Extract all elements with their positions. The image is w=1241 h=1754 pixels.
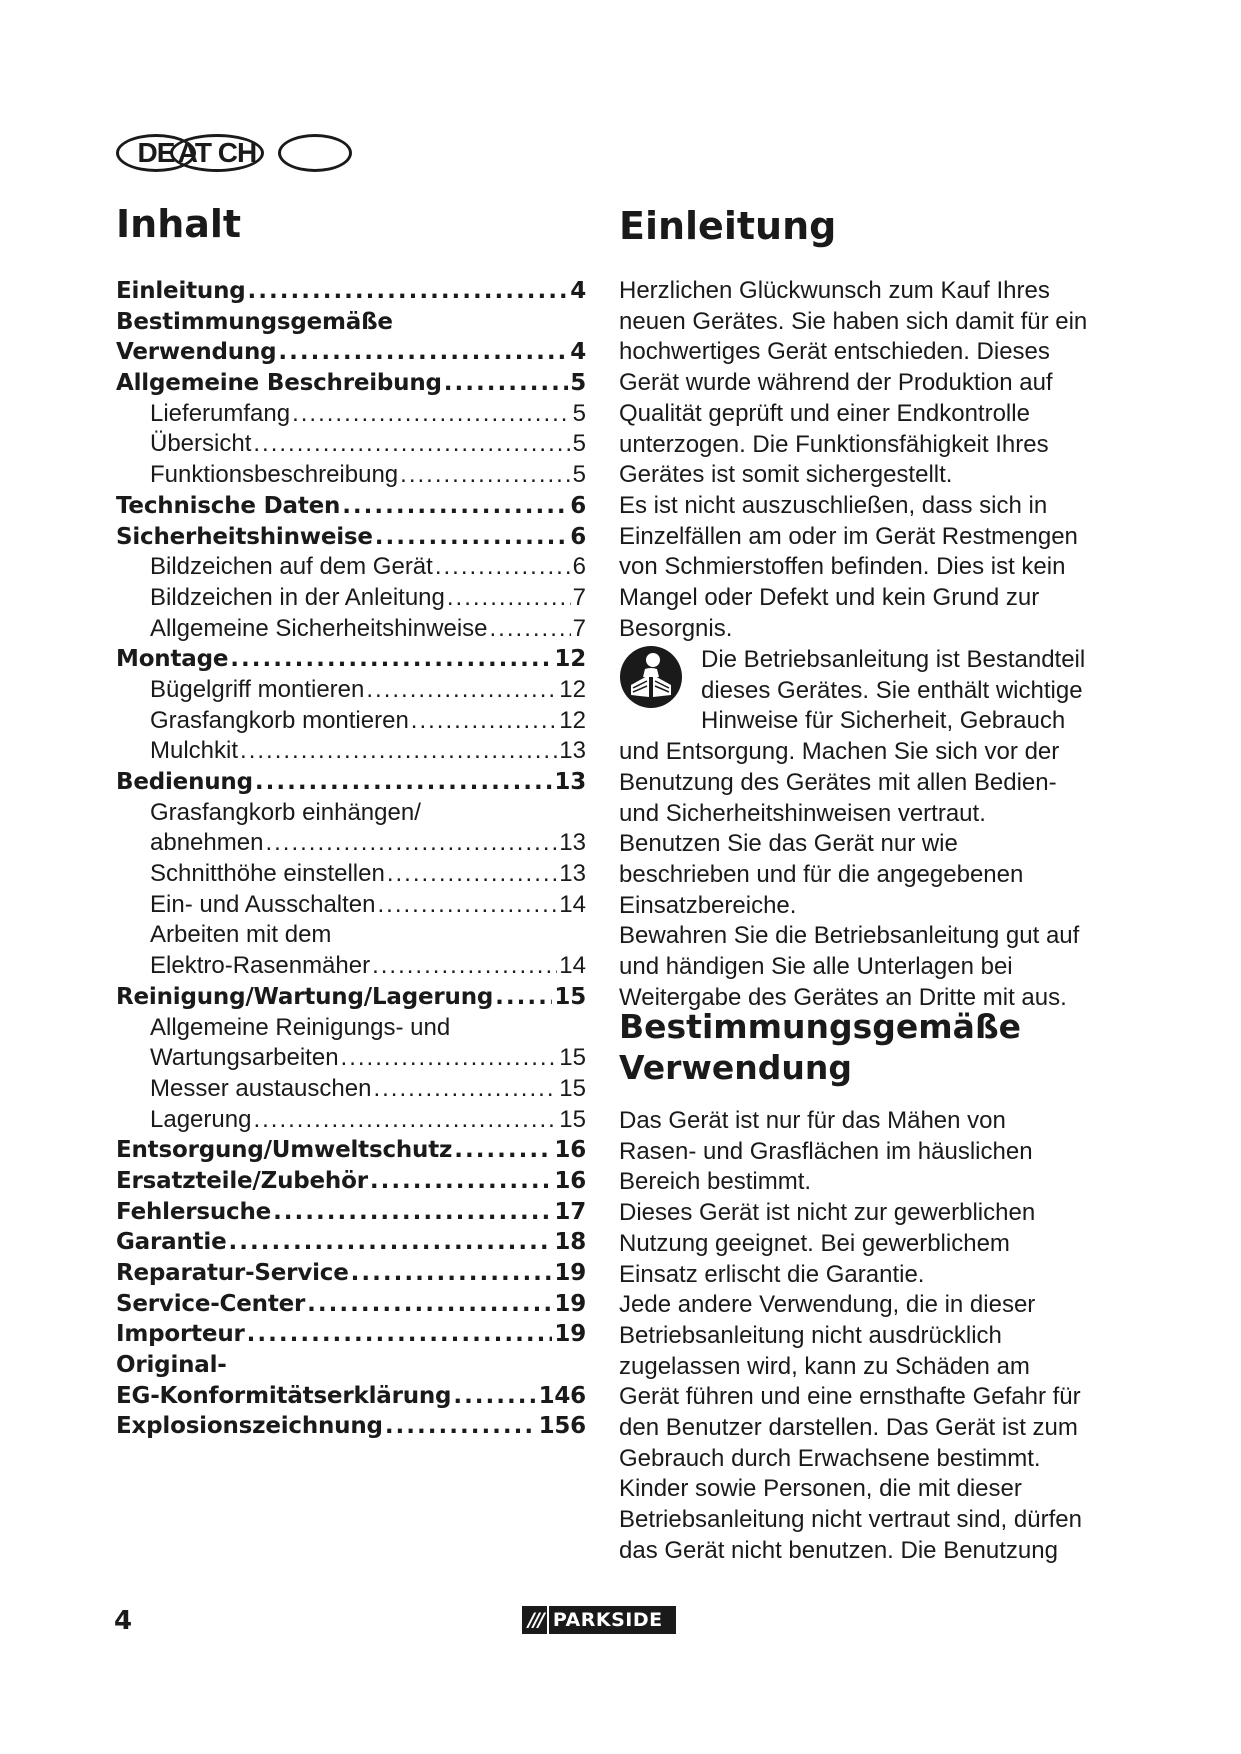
read-manual-icon xyxy=(619,645,683,709)
toc-entry xyxy=(116,798,586,829)
toc-entry xyxy=(116,337,586,368)
toc-entry-label: Grasfangkorb montieren xyxy=(150,706,409,734)
toc-entry xyxy=(116,828,586,859)
toc-entry xyxy=(116,951,586,982)
toc-leader-dots xyxy=(278,337,568,368)
toc-entry-page: 17 xyxy=(554,1198,586,1225)
toc-entry-page: 5 xyxy=(572,461,586,489)
toc-entry xyxy=(116,429,586,460)
toc-entry xyxy=(116,1013,586,1044)
toc-entry xyxy=(116,982,586,1013)
toc-leader-dots xyxy=(444,368,568,399)
toc-entry xyxy=(116,1166,586,1197)
toc-entry-page: 16 xyxy=(554,1137,586,1164)
toc-entry xyxy=(116,399,586,430)
toc-leader-dots xyxy=(435,552,571,583)
country-badge-de: DE xyxy=(116,134,196,172)
toc-entry xyxy=(116,522,586,553)
toc-entry-page: 5 xyxy=(572,399,586,427)
toc-entry-label: Service-Center xyxy=(116,1290,306,1317)
toc-entry-page: 12 xyxy=(559,675,586,703)
logo-brand: PARKSIDE xyxy=(547,1606,663,1634)
toc-entry xyxy=(116,276,586,307)
toc-entry-label: Ersatzteile/Zubehör xyxy=(116,1167,368,1194)
toc-entry-label: Mulchkit xyxy=(150,737,239,765)
toc-entry-label: Ein- und Ausschalten xyxy=(150,890,376,918)
toc-entry-label: Fehlersuche xyxy=(116,1198,272,1225)
toc-entry-page: 7 xyxy=(572,614,586,642)
toc-entry xyxy=(116,1105,586,1136)
toc-entry-label: Explosionszeichnung xyxy=(116,1413,383,1440)
toc-leader-dots xyxy=(230,644,552,675)
toc-entry-label: Reinigung/Wartung/Lagerung xyxy=(116,983,494,1010)
toc-entry xyxy=(116,736,586,767)
toc-entry-label: Garantie xyxy=(116,1229,227,1256)
toc-entry xyxy=(116,307,586,338)
toc-entry-label: Technische Daten xyxy=(116,492,341,519)
toc-entry xyxy=(116,552,586,583)
toc-entry xyxy=(116,1227,586,1258)
toc-entry-label: Elektro-Rasenmäher xyxy=(150,952,371,980)
paragraph: Jede andere Verwendung, die in dieser Betriebsanleitung nicht ausdrücklich zugelassen wird, kann zu Schäden am Gerät führen und eine ernsthafte Gefahr für den Benutzer darstellen. Das Gerät ist zum Gebrauch durch Erwachsene bestimmt. Kinder sowie Personen, die mit dieser Betriebsanleitung nicht vertraut sind, dürfen das Gerät nicht benutzen. Die Benutzung xyxy=(619,1291,1082,1564)
toc-entry xyxy=(116,675,586,706)
toc-entry-label: Wartungsarbeiten xyxy=(150,1044,339,1072)
toc-entry-label: Bügelgriff montieren xyxy=(150,675,365,703)
toc-entry-label: Messer austauschen xyxy=(150,1074,372,1102)
toc-entry-label: Schnitthöhe einstellen xyxy=(150,860,385,888)
toc-entry-label: Bedienung xyxy=(116,769,253,795)
toc-entry xyxy=(116,859,586,890)
toc-leader-dots xyxy=(253,429,570,460)
toc-entry-label: Montage xyxy=(116,646,229,673)
toc-leader-dots xyxy=(400,460,570,491)
toc-entry-label: Original- xyxy=(116,1352,227,1379)
toc-entry-label: Sicherheitshinweise xyxy=(116,523,373,550)
toc-entry-page: 18 xyxy=(554,1229,586,1256)
toc-entry xyxy=(116,644,586,675)
toc-entry-page: 14 xyxy=(559,890,586,918)
toc-entry-page: 6 xyxy=(572,553,586,581)
toc-leader-dots xyxy=(247,1319,553,1350)
toc-leader-dots xyxy=(255,767,553,798)
toc-leader-dots xyxy=(373,1074,557,1105)
toc-entry xyxy=(116,1197,586,1228)
country-badges xyxy=(116,134,356,174)
paragraph: Dieses Gerät ist nicht zur gewerblichen Nutzung geeignet. Bei gewerblichem Einsatz erlischt die Garantie. xyxy=(619,1199,1036,1288)
toc-entry-page: 19 xyxy=(554,1290,586,1317)
toc-entry-label: Entsorgung/Umweltschutz xyxy=(116,1137,453,1164)
country-badge-at-ch: AT CH xyxy=(170,134,264,172)
toc-entry xyxy=(116,1381,586,1412)
toc-entry-page: 15 xyxy=(554,983,586,1010)
toc-leader-dots xyxy=(370,1166,553,1197)
toc-title: Inhalt xyxy=(116,202,242,246)
toc-entry xyxy=(116,368,586,399)
toc-leader-dots xyxy=(453,1381,536,1412)
toc-entry xyxy=(116,1258,586,1289)
toc-entry-label: Bildzeichen in der Anleitung xyxy=(150,583,445,611)
toc-entry-page: 13 xyxy=(559,737,586,765)
country-badge-blank xyxy=(278,134,352,172)
toc-entry-page: 13 xyxy=(559,829,586,857)
toc-leader-dots xyxy=(273,1197,552,1228)
toc-entry-page: 6 xyxy=(570,523,586,550)
toc-entry xyxy=(116,614,586,645)
toc-entry-page: 5 xyxy=(572,430,586,458)
toc-leader-dots xyxy=(229,1227,553,1258)
toc-leader-dots xyxy=(366,675,557,706)
einleitung-text xyxy=(619,276,1089,644)
toc-leader-dots xyxy=(411,706,558,737)
toc-entry-label: Übersicht xyxy=(150,430,252,458)
toc-entry xyxy=(116,1043,586,1074)
toc-entry-page: 6 xyxy=(570,492,586,519)
paragraph: Das Gerät ist nur für das Mähen von Rasen- und Grasflächen im häuslichen Bereich bestimmt. xyxy=(619,1107,1033,1196)
toc-leader-dots xyxy=(351,1258,553,1289)
toc-entry-page: 7 xyxy=(572,583,586,611)
toc-entry-page: 19 xyxy=(554,1260,586,1286)
toc-entry-label: EG-Konformitätserklärung xyxy=(116,1382,452,1409)
bestimmung-text xyxy=(619,1106,1089,1567)
toc-entry-page: 15 xyxy=(559,1074,586,1102)
toc-leader-dots xyxy=(385,1411,537,1442)
toc-leader-dots xyxy=(372,951,557,982)
paragraph: Bewahren Sie die Betriebsanleitung gut auf und händigen Sie alle Unterlagen bei Weitergabe des Gerätes an Dritte mit aus. xyxy=(619,922,1080,1011)
toc-leader-dots xyxy=(375,522,568,553)
notice-text: Die Betriebsanleitung ist Bestandteil dieses Gerätes. Sie enthält wichtige Hinweise für Sicherheit, Gebrauch und Entsorgung. Machen Sie sich vor der Benutzung des Gerätes mit allen Bedien- und Sicherheitshinweisen vertraut. Benutzen Sie das Gerät nur wie beschrieben und für die angegebenen Einsatzbereiche. xyxy=(619,646,1086,919)
toc-leader-dots xyxy=(292,399,571,430)
toc-entry-label: Verwendung xyxy=(116,339,277,366)
toc-entry-page: 13 xyxy=(554,769,586,795)
toc-entry-label: Allgemeine Reinigungs- und xyxy=(150,1013,451,1041)
toc-entry xyxy=(116,920,586,951)
toc-leader-dots xyxy=(387,859,557,890)
toc-leader-dots xyxy=(341,1043,558,1074)
toc-leader-dots xyxy=(495,982,552,1013)
toc-entry xyxy=(116,460,586,491)
toc-entry-label: Lieferumfang xyxy=(150,399,291,427)
toc-entry-label: Allgemeine Beschreibung xyxy=(116,370,442,397)
toc-entry-page: 15 xyxy=(559,1044,586,1072)
toc-entry-label: Lagerung xyxy=(150,1105,252,1133)
section-title-bestimmung: Bestimmungsgemäße Verwendung xyxy=(619,1007,1022,1087)
toc-leader-dots xyxy=(240,736,557,767)
toc-entry-label: Arbeiten mit dem xyxy=(150,921,332,949)
toc-entry xyxy=(116,1135,586,1166)
toc-entry-page: 4 xyxy=(570,339,586,366)
toc-entry-label: Bestimmungsgemäße xyxy=(116,308,393,335)
toc-entry-label: Bildzeichen auf dem Gerät xyxy=(150,553,433,581)
toc-entry xyxy=(116,1289,586,1320)
toc-entry-page: 146 xyxy=(538,1382,586,1409)
toc-entry xyxy=(116,583,586,614)
toc-entry xyxy=(116,1074,586,1105)
section-title-einleitung: Einleitung xyxy=(619,204,837,248)
toc-leader-dots xyxy=(253,1105,557,1136)
toc-entry-label: Grasfangkorb einhängen/ xyxy=(150,798,421,826)
toc-leader-dots xyxy=(447,583,571,614)
parkside-logo xyxy=(522,1606,676,1634)
toc-leader-dots xyxy=(342,491,568,522)
table-of-contents xyxy=(116,276,586,1442)
toc-entry-label: abnehmen xyxy=(150,829,264,857)
toc-leader-dots xyxy=(265,828,557,859)
toc-entry xyxy=(116,890,586,921)
toc-leader-dots xyxy=(454,1135,552,1166)
toc-entry-label: Importeur xyxy=(116,1321,245,1348)
toc-entry-page: 15 xyxy=(559,1105,586,1133)
toc-entry xyxy=(116,1411,586,1442)
logo-slashes: /// xyxy=(528,1609,543,1631)
toc-leader-dots xyxy=(377,890,557,921)
toc-entry-page: 4 xyxy=(570,278,586,304)
toc-entry-label: Reparatur-Service xyxy=(116,1260,349,1286)
toc-entry-page: 16 xyxy=(554,1167,586,1194)
toc-leader-dots xyxy=(490,614,571,645)
toc-entry-page: 12 xyxy=(554,646,586,673)
toc-entry xyxy=(116,491,586,522)
manual-notice xyxy=(619,645,1089,1013)
paragraph: Es ist nicht auszuschließen, dass sich in Einzelfällen am oder im Gerät Restmengen von Schmierstoffen befinden. Dies ist kein Mangel oder Defekt und kein Grund zur Besorgnis. xyxy=(619,491,1078,642)
toc-entry-page: 14 xyxy=(559,952,586,980)
toc-entry-label: Einleitung xyxy=(116,278,246,304)
toc-leader-dots xyxy=(248,276,569,307)
toc-entry-label: Allgemeine Sicherheitshinweise xyxy=(150,614,488,642)
toc-entry-page: 19 xyxy=(554,1321,586,1348)
toc-entry-page: 13 xyxy=(559,860,586,888)
toc-entry xyxy=(116,1319,586,1350)
toc-leader-dots xyxy=(307,1289,552,1320)
toc-entry xyxy=(116,767,586,798)
paragraph: Herzlichen Glückwunsch zum Kauf Ihres neuen Gerätes. Sie haben sich damit für ein hochwertiges Gerät entschieden. Dieses Gerät wurde während der Produktion auf Qualität geprüft und einer Endkontrolle unterzogen. Die Funktionsfähigkeit Ihres Gerätes ist somit sichergestellt. xyxy=(619,277,1088,489)
toc-entry-label: Funktionsbeschreibung xyxy=(150,461,399,489)
page-number: 4 xyxy=(114,1606,133,1636)
toc-entry-page: 5 xyxy=(570,370,586,397)
toc-entry-page: 156 xyxy=(538,1413,586,1440)
toc-entry xyxy=(116,1350,586,1381)
toc-entry-page: 12 xyxy=(559,706,586,734)
toc-entry xyxy=(116,706,586,737)
